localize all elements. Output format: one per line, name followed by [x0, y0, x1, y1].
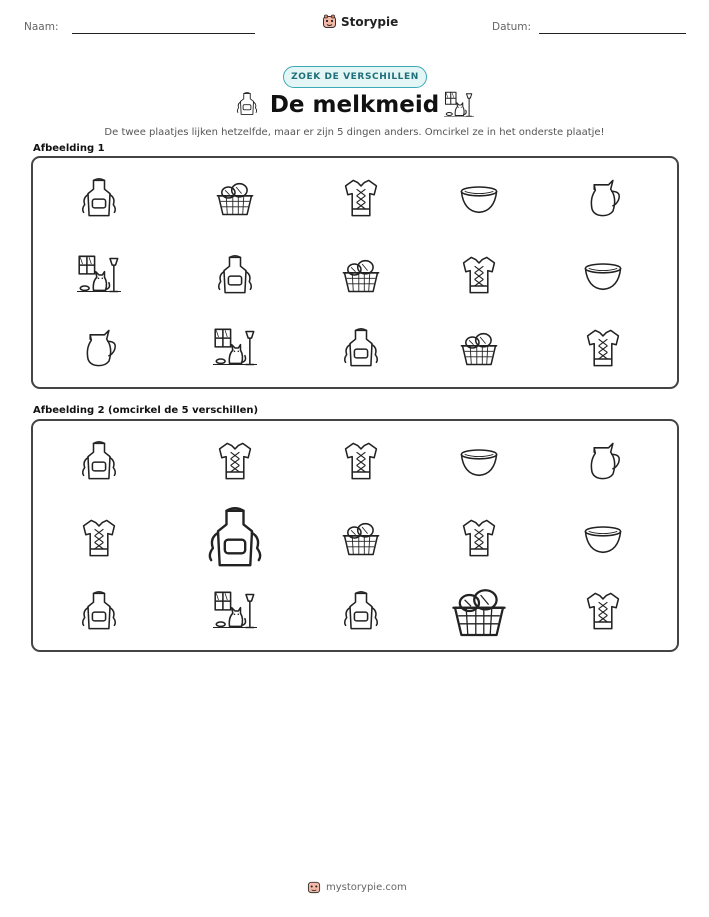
bread-basket-drawing [457, 326, 501, 370]
picture2-panel[interactable] [31, 419, 679, 652]
bodice-drawing [339, 176, 383, 220]
bread-basket-icon [457, 326, 501, 370]
jug-icon [77, 326, 121, 370]
bread-basket-drawing [339, 516, 383, 560]
picture1-label: Afbeelding 1 [33, 143, 105, 154]
apron-icon [77, 176, 121, 220]
storypie-mascot-icon [322, 14, 337, 29]
room-cat-icon [213, 326, 257, 370]
bodice-drawing [213, 439, 257, 483]
bodice-icon[interactable] [457, 516, 501, 560]
bowl-drawing [581, 253, 625, 297]
apron-drawing [339, 589, 383, 633]
bowl-icon[interactable] [581, 516, 625, 560]
room-cat-drawing [213, 326, 257, 370]
date-label: Datum: [492, 21, 532, 33]
apron-drawing [77, 589, 121, 633]
apron-icon [339, 326, 383, 370]
jug-drawing [77, 326, 121, 370]
name-line[interactable] [72, 33, 255, 34]
jug-icon[interactable] [581, 439, 625, 483]
bowl-drawing [581, 516, 625, 560]
brand-name: Storypie [341, 14, 399, 29]
room-cat-drawing [444, 90, 474, 120]
room-cat-icon [77, 253, 121, 297]
bodice-icon [457, 253, 501, 297]
jug-icon [581, 176, 625, 220]
bodice-drawing [457, 516, 501, 560]
date-line[interactable] [539, 33, 686, 34]
instructions: De twee plaatjes lijken hetzelfde, maar er zijn 5 dingen anders. Omcirkel ze in het onderste plaatje! [104, 127, 605, 138]
picture1-panel [31, 156, 679, 389]
jug-drawing [581, 439, 625, 483]
bodice-drawing [339, 439, 383, 483]
apron-drawing [201, 504, 269, 572]
bowl-drawing [457, 176, 501, 220]
bread-basket-icon [213, 176, 257, 220]
room-cat-icon[interactable] [213, 589, 257, 633]
apron-icon[interactable] [77, 439, 121, 483]
room-cat-drawing [213, 589, 257, 633]
bodice-drawing [581, 326, 625, 370]
bodice-drawing [77, 516, 121, 560]
bowl-drawing [457, 439, 501, 483]
bread-basket-icon [339, 253, 383, 297]
bread-basket-drawing [447, 579, 511, 643]
bowl-icon[interactable] [457, 439, 501, 483]
bodice-icon[interactable] [77, 516, 121, 560]
apron-drawing [77, 439, 121, 483]
room-cat-icon [444, 90, 474, 124]
bread-basket-icon[interactable] [447, 579, 511, 643]
apron-icon[interactable] [77, 589, 121, 633]
activity-badge: ZOEK DE VERSCHILLEN [283, 66, 427, 88]
apron-drawing [234, 91, 260, 117]
jug-drawing [581, 176, 625, 220]
apron-drawing [77, 176, 121, 220]
apron-icon[interactable] [339, 589, 383, 633]
bowl-icon [581, 253, 625, 297]
storypie-mascot-icon [307, 880, 321, 894]
bread-basket-drawing [339, 253, 383, 297]
footer [307, 880, 407, 894]
room-cat-drawing [77, 253, 121, 297]
apron-drawing [339, 326, 383, 370]
bodice-drawing [581, 589, 625, 633]
name-label: Naam: [24, 21, 59, 33]
bread-basket-icon[interactable] [339, 516, 383, 560]
brand-logo [322, 14, 398, 29]
bodice-icon[interactable] [213, 439, 257, 483]
page-title: De melkmeid [269, 92, 440, 118]
bodice-icon[interactable] [339, 439, 383, 483]
apron-drawing [213, 253, 257, 297]
footer-url: mystorypie.com [326, 881, 407, 893]
bodice-icon[interactable] [581, 589, 625, 633]
bread-basket-drawing [213, 176, 257, 220]
bodice-icon [581, 326, 625, 370]
picture2-label: Afbeelding 2 (omcirkel de 5 verschillen) [33, 405, 259, 416]
bowl-icon [457, 176, 501, 220]
bodice-icon [339, 176, 383, 220]
apron-icon [234, 91, 260, 121]
bodice-drawing [457, 253, 501, 297]
apron-icon[interactable] [201, 504, 269, 572]
apron-icon [213, 253, 257, 297]
